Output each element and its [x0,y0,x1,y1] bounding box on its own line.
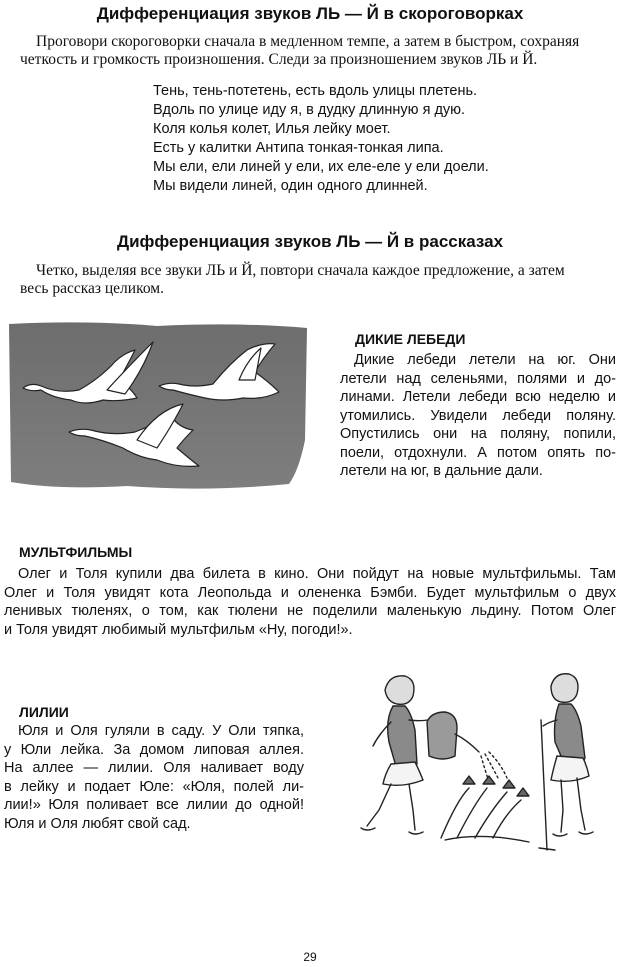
tongue-twister-instruction [4,33,616,69]
tongue-twister: Мы видели линей, один одного длинней. [153,178,428,194]
girls-watering-lilies-illustration [345,660,615,858]
story-line: летели на юг, в дальние дали. [340,463,543,479]
story-line: в лейку и подает Юле: «Юля, полей ли- [4,778,304,795]
story-title-swans: ДИКИЕ ЛЕБЕДИ [355,331,466,347]
story-line: Юля и Оля гуляли в саду. У Оли тяпка, [18,723,304,739]
instruction-line: весь рассказ целиком. [20,280,164,297]
stories-instruction [4,262,616,298]
swans-illustration [7,320,309,493]
story-line: Опустились они на поляну, попили, [340,426,616,442]
story-line: лии!» Юля поливает все лилии до одной! [4,797,304,813]
story-line: Юля и Оля любят свой сад. [4,815,191,832]
story-line: Дикие лебеди летели на юг. Они [354,352,616,368]
tongue-twister: Вдоль по улице иду я, в дудку длинную я дую. [153,102,466,118]
story-line: у Юли лейка. За домом липовая аллея. [4,741,304,758]
story-text-cartoons [4,565,616,639]
story-line: Олег и Толя купили два билета в кино. Они пойдут на новые мультфильмы. Там [18,566,616,582]
story-line: На аллее — лилии. Оля наливает воду [4,760,304,776]
story-line: Олег и Толя увидят кота Леопольда и олененка Бэмби. Будет мультфильм о двух [4,584,616,601]
story-line: ленивых тюленях, о том, как тюлени не поделили маленькую льдину. Потом Олег [4,603,616,619]
instruction-line: четкость и громкость произношения. Следи за произношением звуков ЛЬ и Й. [20,51,538,68]
tongue-twister: Есть у калитки Антипа тонкая-тонкая липа. [153,140,444,156]
page-number: 29 [303,950,317,964]
section-title-tongue-twisters: Дифференциация звуков ЛЬ — Й в скороговорках [96,4,524,23]
story-text-swans [340,351,616,481]
tongue-twister: Коля колья колет, Илья лейку моет. [153,121,391,137]
tongue-twister: Тень, тень-потетень, есть вдоль улицы плетень. [153,83,478,99]
instruction-line: Проговори скороговорки сначала в медленном темпе, а затем в быстром, сохраняя [36,33,580,50]
story-title-cartoons: МУЛЬТФИЛЬМЫ [19,544,133,560]
story-title-lilies: ЛИЛИИ [19,704,69,720]
story-line: поели, отдохнули. А потом опять по- [340,444,616,461]
section-title-stories: Дифференциация звуков ЛЬ — Й в рассказах [116,232,504,251]
tongue-twister-list [153,82,583,196]
story-text-lilies [4,722,304,833]
tongue-twister: Мы ели, ели линей у ели, их еле-еле у ели доели. [153,159,489,175]
story-line: линами. Летели лебеди всю неделю и [340,389,616,405]
story-line: и Толя увидят любимый мультфильм «Ну, погоди!». [4,621,353,638]
story-line: летели над селеньями, полями и до- [340,370,616,387]
instruction-line: Четко, выделяя все звуки ЛЬ и Й, повтори сначала каждое предложение, а затем [36,262,565,279]
story-line: утомились. Увидели лебеди поляну. [340,407,616,424]
